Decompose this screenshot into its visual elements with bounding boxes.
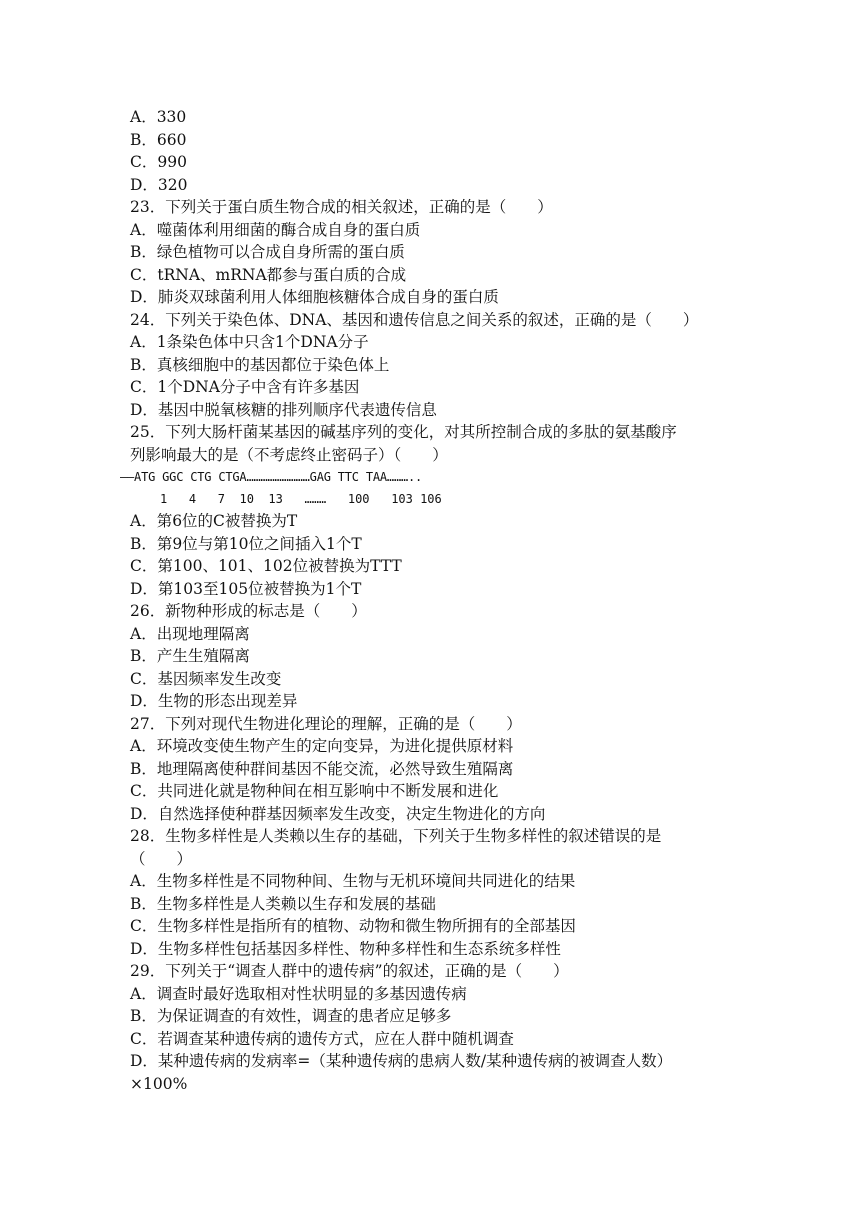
question-24	[130, 309, 740, 422]
question-stem-line-2: 列影响最大的是（不考虑终止密码子）（ ）	[130, 445, 448, 464]
option-d: D．第103至105位被替换为1个T	[130, 579, 362, 598]
question-28	[130, 825, 740, 960]
option-c: C．990	[130, 153, 187, 171]
option-d: D．生物的形态出现差异	[130, 692, 298, 710]
base-positions: 1 4 7 10 13 ……… 100 103 106	[160, 492, 442, 506]
option-b: B．第9位与第10位之间插入1个T	[130, 534, 362, 553]
option-b: B．产生生殖隔离	[130, 647, 250, 665]
option-a: A．环境改变使生物产生的定向变异，为进化提供原材料	[130, 737, 514, 755]
option-b: B．绿色植物可以合成自身所需的蛋白质	[130, 243, 405, 261]
question-25	[120, 421, 740, 600]
option-a: A．生物多样性是不同物种间、生物与无机环境间共同进化的结果	[130, 872, 576, 890]
question-stem-line-1: 28．生物多样性是人类赖以生存的基础，下列关于生物多样性的叙述错误的是	[130, 827, 662, 845]
option-c: C．1个DNA分子中含有许多基因	[130, 378, 360, 396]
option-a: A．1条染色体中只含1个DNA分子	[130, 333, 369, 351]
option-c: C．基因频率发生改变	[130, 669, 282, 688]
option-c: C．若调查某种遗传病的遗传方式，应在人群中随机调查	[130, 1029, 514, 1048]
question-list	[120, 106, 740, 1095]
option-a: A．第6位的C被替换为T	[130, 512, 298, 530]
option-b: B．为保证调查的有效性，调查的患者应足够多	[130, 1007, 452, 1025]
option-c: C．第100、101、102位被替换为TTT	[130, 557, 402, 575]
option-d: D．生物多样性包括基因多样性、物种多样性和生态系统多样性	[130, 939, 561, 958]
question-27	[130, 713, 740, 826]
question-stem: 24．下列关于染色体、DNA、基因和遗传信息之间关系的叙述，正确的是（ ）	[130, 310, 699, 329]
option-d-continuation: ×100%	[130, 1074, 188, 1093]
question-stem-line-1: 25．下列大肠杆菌某基因的碱基序列的变化，对其所控制合成的多肽的氨基酸序	[130, 423, 677, 441]
option-b: B．生物多样性是人类赖以生存和发展的基础	[130, 894, 436, 913]
question-22-options	[130, 106, 740, 196]
option-d: D．某种遗传病的发病率=（某种遗传病的患病人数/某种遗传病的被调查人数）	[130, 1052, 673, 1070]
option-b: B．660	[130, 130, 187, 149]
question-26	[130, 600, 740, 713]
question-stem: 29．下列关于“调查人群中的遗传病”的叙述，正确的是（ ）	[130, 962, 569, 980]
question-stem-line-2: （ ）	[130, 849, 193, 868]
option-b: B．地理隔离使种群间基因不能交流，必然导致生殖隔离	[130, 759, 514, 778]
question-23	[130, 196, 740, 309]
question-29	[130, 960, 740, 1095]
option-d: D．基因中脱氧核糖的排列顺序代表遗传信息	[130, 400, 437, 419]
option-a: A．330	[130, 108, 187, 126]
option-a: A．出现地理隔离	[130, 624, 250, 643]
question-stem: 23．下列关于蛋白质生物合成的相关叙述，正确的是（ ）	[130, 198, 553, 216]
option-b: B．真核细胞中的基因都位于染色体上	[130, 355, 390, 374]
option-a: A．噬菌体利用细菌的酶合成自身的蛋白质	[130, 220, 421, 239]
question-stem: 26．新物种形成的标志是（ ）	[130, 602, 367, 620]
base-sequence: ——ATG GGC CTG CTGA………………………GAG TTC TAA………..	[120, 470, 430, 484]
question-stem: 27．下列对现代生物进化理论的理解，正确的是（ ）	[130, 714, 522, 733]
option-d: D．自然选择使种群基因频率发生改变，决定生物进化的方向	[130, 804, 546, 823]
option-c: C．生物多样性是指所有的植物、动物和微生物所拥有的全部基因	[130, 917, 576, 935]
option-a: A．调查时最好选取相对性状明显的多基因遗传病	[130, 984, 467, 1003]
option-c: C．共同进化就是物种间在相互影响中不断发展和进化	[130, 782, 499, 800]
option-d: D．肺炎双球菌利用人体细胞核糖体合成自身的蛋白质	[130, 288, 499, 306]
option-c: C．tRNA、mRNA都参与蛋白质的合成	[130, 265, 407, 284]
option-d: D．320	[130, 175, 188, 194]
